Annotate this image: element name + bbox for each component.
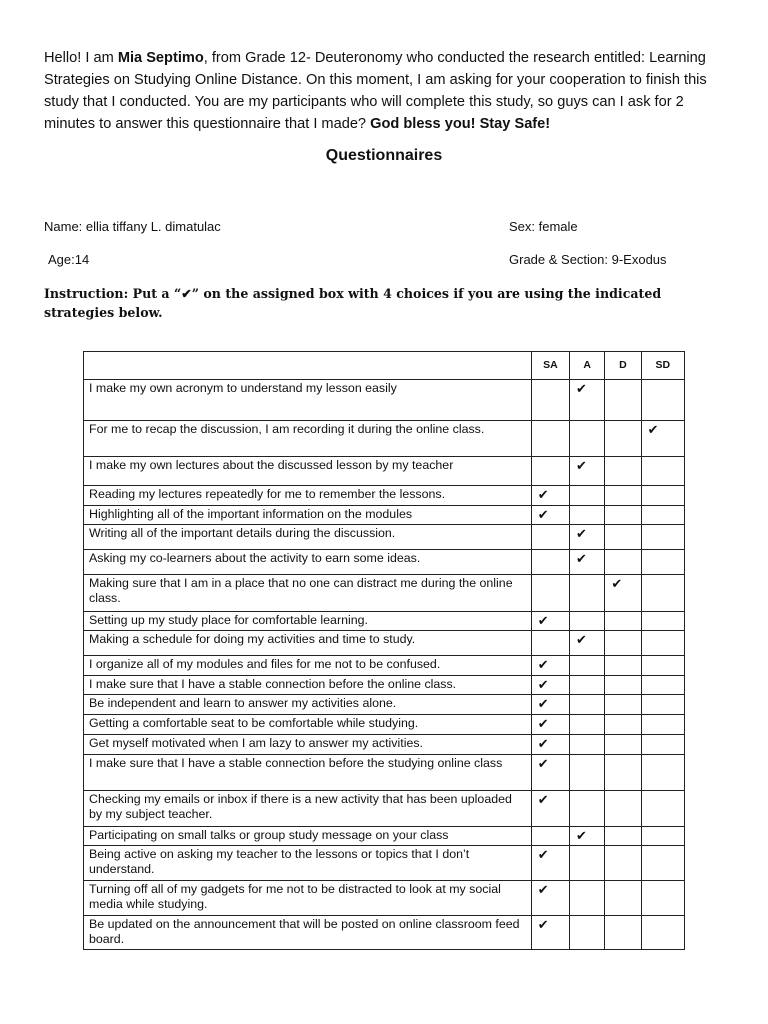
checkbox-cell-a[interactable] <box>570 715 605 735</box>
checkbox-cell-a[interactable] <box>570 846 605 881</box>
checkbox-cell-a[interactable] <box>570 486 605 506</box>
checkbox-cell-a[interactable] <box>570 506 605 525</box>
checkbox-cell-a[interactable] <box>570 695 605 715</box>
checkbox-cell-d[interactable] <box>605 827 641 846</box>
check-mark-icon: ✔ <box>537 917 549 932</box>
table-row <box>84 421 685 457</box>
checkbox-cell-a[interactable] <box>570 612 605 631</box>
checkbox-cell-sd[interactable] <box>641 421 684 457</box>
check-mark-icon: ✔ <box>537 507 549 522</box>
checkbox-cell-a[interactable] <box>570 676 605 695</box>
table-row <box>84 631 685 656</box>
table-row <box>84 506 685 525</box>
check-mark-icon: ✔ <box>537 882 549 897</box>
table-row <box>84 715 685 735</box>
checkbox-cell-a[interactable] <box>570 525 605 550</box>
check-mark-icon: ✔ <box>537 696 549 711</box>
strategy-statement: Be updated on the announcement that will be posted on online classroom feed board. <box>84 916 532 950</box>
header-sa: SA <box>531 352 569 380</box>
checkbox-cell-d[interactable] <box>605 695 641 715</box>
checkbox-cell-sa[interactable] <box>531 881 569 916</box>
check-mark-icon: ✔ <box>537 736 549 751</box>
header-sd: SD <box>641 352 684 380</box>
checkbox-cell-d[interactable] <box>605 676 641 695</box>
checkbox-cell-sd[interactable] <box>641 575 684 612</box>
strategy-statement: Turning off all of my gadgets for me not to be distracted to look at my social media while studying. <box>84 881 532 916</box>
strategy-statement: For me to recap the discussion, I am recording it during the online class. <box>84 421 532 457</box>
intro-closing: God bless you! Stay Safe! <box>370 116 551 132</box>
checkbox-cell-d[interactable] <box>605 755 641 791</box>
author-name: Mia Septimo <box>117 50 204 66</box>
checkbox-cell-sd[interactable] <box>641 631 684 656</box>
respondent-age: Age:14 <box>48 252 90 267</box>
checkbox-cell-a[interactable] <box>570 755 605 791</box>
strategy-statement: Participating on small talks or group study message on your class <box>84 827 532 846</box>
checkbox-cell-d[interactable] <box>605 631 641 656</box>
checkbox-cell-sd[interactable] <box>641 656 684 676</box>
checkbox-cell-sa[interactable] <box>531 550 569 575</box>
checkbox-cell-sd[interactable] <box>641 612 684 631</box>
intro-paragraph <box>44 47 734 135</box>
checkbox-cell-sa[interactable] <box>531 715 569 735</box>
strategy-statement: Asking my co-learners about the activity to earn some ideas. <box>84 550 532 575</box>
strategy-statement: I make sure that I have a stable connection before the online class. <box>84 676 532 695</box>
check-mark-icon: ✔ <box>611 576 623 591</box>
checkbox-cell-a[interactable] <box>570 421 605 457</box>
strategy-statement: I make my own lectures about the discussed lesson by my teacher <box>84 457 532 486</box>
table-row <box>84 525 685 550</box>
respondent-sex: Sex: female <box>509 219 578 234</box>
check-mark-icon: ✔ <box>576 458 587 473</box>
respondent-grade-section: Grade & Section: 9-Exodus <box>509 252 667 267</box>
strategy-statement: Get myself motivated when I am lazy to answer my activities. <box>84 735 532 755</box>
table-row <box>84 457 685 486</box>
checkbox-cell-sd[interactable] <box>641 846 684 881</box>
strategy-statement: Making a schedule for doing my activities and time to study. <box>84 631 532 656</box>
checkbox-cell-sa[interactable] <box>531 916 569 950</box>
intro-text-body: , from Grade 12- Deuteronomy who conducted the research entitled: Learning Strategies on Studying Online Distance. On this moment, I am asking for your cooperation to finish this study that I conducted. You are my participants who will complete this study, so guys can I ask for 2 minutes to answer this questionnaire that I made? <box>44 50 707 132</box>
table-row <box>84 791 685 827</box>
checkbox-cell-sd[interactable] <box>641 550 684 575</box>
table-row <box>84 612 685 631</box>
checkbox-cell-sa[interactable] <box>531 755 569 791</box>
checkbox-cell-sd[interactable] <box>641 380 684 421</box>
checkbox-cell-sa[interactable] <box>531 486 569 506</box>
checkbox-cell-sa[interactable] <box>531 846 569 881</box>
checkbox-cell-d[interactable] <box>605 916 641 950</box>
checkbox-cell-d[interactable] <box>605 486 641 506</box>
page-title: Questionnaires <box>325 147 443 164</box>
table-row <box>84 486 685 506</box>
check-mark-icon: ✔ <box>576 381 587 396</box>
checkbox-cell-d[interactable] <box>605 457 641 486</box>
check-mark-icon: ✔ <box>576 526 587 541</box>
respondent-name: Name: ellia tiffany L. dimatulac <box>44 219 221 234</box>
check-mark-icon: ✔ <box>537 613 549 628</box>
table-row <box>84 380 685 421</box>
checkbox-cell-sd[interactable] <box>641 457 684 486</box>
strategy-statement: Making sure that I am in a place that no one can distract me during the online class. <box>84 575 532 612</box>
checkbox-cell-sa[interactable] <box>531 695 569 715</box>
checkbox-cell-d[interactable] <box>605 846 641 881</box>
checkbox-cell-sa[interactable] <box>531 525 569 550</box>
checkbox-cell-sa[interactable] <box>531 676 569 695</box>
table-row <box>84 827 685 846</box>
table-row <box>84 916 685 950</box>
check-mark-icon: ✔ <box>576 828 587 843</box>
check-mark-icon: ✔ <box>647 422 659 437</box>
checkbox-cell-d[interactable] <box>605 715 641 735</box>
check-mark-icon: ✔ <box>537 847 549 862</box>
checkbox-cell-a[interactable] <box>570 575 605 612</box>
checkbox-cell-a[interactable] <box>570 735 605 755</box>
check-mark-icon: ✔ <box>537 716 549 731</box>
table-row <box>84 676 685 695</box>
table-row <box>84 575 685 612</box>
checkbox-cell-sd[interactable] <box>641 735 684 755</box>
checkbox-cell-a[interactable] <box>570 380 605 421</box>
checkbox-cell-sd[interactable] <box>641 676 684 695</box>
checkbox-cell-sd[interactable] <box>641 695 684 715</box>
strategy-statement: I make my own acronym to understand my lesson easily <box>84 380 532 421</box>
checkbox-cell-a[interactable] <box>570 631 605 656</box>
checkbox-cell-sa[interactable] <box>531 791 569 827</box>
checkbox-cell-sd[interactable] <box>641 827 684 846</box>
checkbox-cell-sa[interactable] <box>531 612 569 631</box>
table-body <box>84 380 685 950</box>
checkbox-cell-sa[interactable] <box>531 827 569 846</box>
checkbox-cell-d[interactable] <box>605 881 641 916</box>
table-row <box>84 755 685 791</box>
table-row <box>84 735 685 755</box>
checkbox-cell-a[interactable] <box>570 656 605 676</box>
check-mark-icon: ✔ <box>576 551 587 566</box>
check-mark-icon: ✔ <box>537 487 549 502</box>
header-a: A <box>570 352 605 380</box>
checkbox-cell-a[interactable] <box>570 881 605 916</box>
check-mark-icon: ✔ <box>537 657 549 672</box>
checkbox-cell-sa[interactable] <box>531 421 569 457</box>
checkbox-cell-a[interactable] <box>570 827 605 846</box>
instruction-text: Instruction: Put a “✔” on the assigned box with 4 choices if you are using the indicated strategies below. <box>44 286 662 320</box>
strategy-statement: Reading my lectures repeatedly for me to remember the lessons. <box>84 486 532 506</box>
checkbox-cell-sa[interactable] <box>531 656 569 676</box>
check-mark-icon: ✔ <box>537 792 549 807</box>
strategy-statement: Checking my emails or inbox if there is a new activity that has been uploaded by my subject teacher. <box>84 791 532 827</box>
check-mark-icon: ✔ <box>537 677 549 692</box>
table-row <box>84 846 685 881</box>
check-mark-icon: ✔ <box>576 632 587 647</box>
strategy-statement: Setting up my study place for comfortable learning. <box>84 612 532 631</box>
header-d: D <box>605 352 641 380</box>
intro-text-start: Hello! I am <box>44 50 118 66</box>
checkbox-cell-sd[interactable] <box>641 755 684 791</box>
table-header-row <box>84 352 685 380</box>
checkbox-cell-d[interactable] <box>605 735 641 755</box>
checkbox-cell-a[interactable] <box>570 550 605 575</box>
checkbox-cell-a[interactable] <box>570 916 605 950</box>
checkbox-cell-d[interactable] <box>605 550 641 575</box>
table-row <box>84 881 685 916</box>
checkbox-cell-sd[interactable] <box>641 506 684 525</box>
checkbox-cell-d[interactable] <box>605 380 641 421</box>
table-row <box>84 656 685 676</box>
header-statement <box>84 352 532 380</box>
checkbox-cell-d[interactable] <box>605 656 641 676</box>
checkbox-cell-sd[interactable] <box>641 916 684 950</box>
checkbox-cell-sa[interactable] <box>531 575 569 612</box>
table-row <box>84 550 685 575</box>
strategy-statement: I make sure that I have a stable connection before the studying online class <box>84 755 532 791</box>
checkbox-cell-sd[interactable] <box>641 715 684 735</box>
checkbox-cell-a[interactable] <box>570 457 605 486</box>
strategy-statement: Writing all of the important details during the discussion. <box>84 525 532 550</box>
checkbox-cell-d[interactable] <box>605 421 641 457</box>
checkbox-cell-sd[interactable] <box>641 525 684 550</box>
checkbox-cell-d[interactable] <box>605 525 641 550</box>
checkbox-cell-d[interactable] <box>605 791 641 827</box>
questionnaire-table <box>83 351 685 950</box>
strategy-statement: Highlighting all of the important information on the modules <box>84 506 532 525</box>
checkbox-cell-a[interactable] <box>570 791 605 827</box>
table-row <box>84 695 685 715</box>
strategy-statement: Being active on asking my teacher to the lessons or topics that I don’t understand. <box>84 846 532 881</box>
checkbox-cell-d[interactable] <box>605 575 641 612</box>
checkbox-cell-sa[interactable] <box>531 735 569 755</box>
checkbox-cell-d[interactable] <box>605 506 641 525</box>
checkbox-cell-d[interactable] <box>605 612 641 631</box>
strategy-statement: I organize all of my modules and files for me not to be confused. <box>84 656 532 676</box>
checkbox-cell-sd[interactable] <box>641 486 684 506</box>
checkbox-cell-sa[interactable] <box>531 380 569 421</box>
checkbox-cell-sd[interactable] <box>641 791 684 827</box>
strategy-statement: Be independent and learn to answer my activities alone. <box>84 695 532 715</box>
checkbox-cell-sa[interactable] <box>531 631 569 656</box>
checkbox-cell-sa[interactable] <box>531 506 569 525</box>
checkbox-cell-sd[interactable] <box>641 881 684 916</box>
checkbox-cell-sa[interactable] <box>531 457 569 486</box>
strategy-statement: Getting a comfortable seat to be comfortable while studying. <box>84 715 532 735</box>
check-mark-icon: ✔ <box>537 756 549 771</box>
